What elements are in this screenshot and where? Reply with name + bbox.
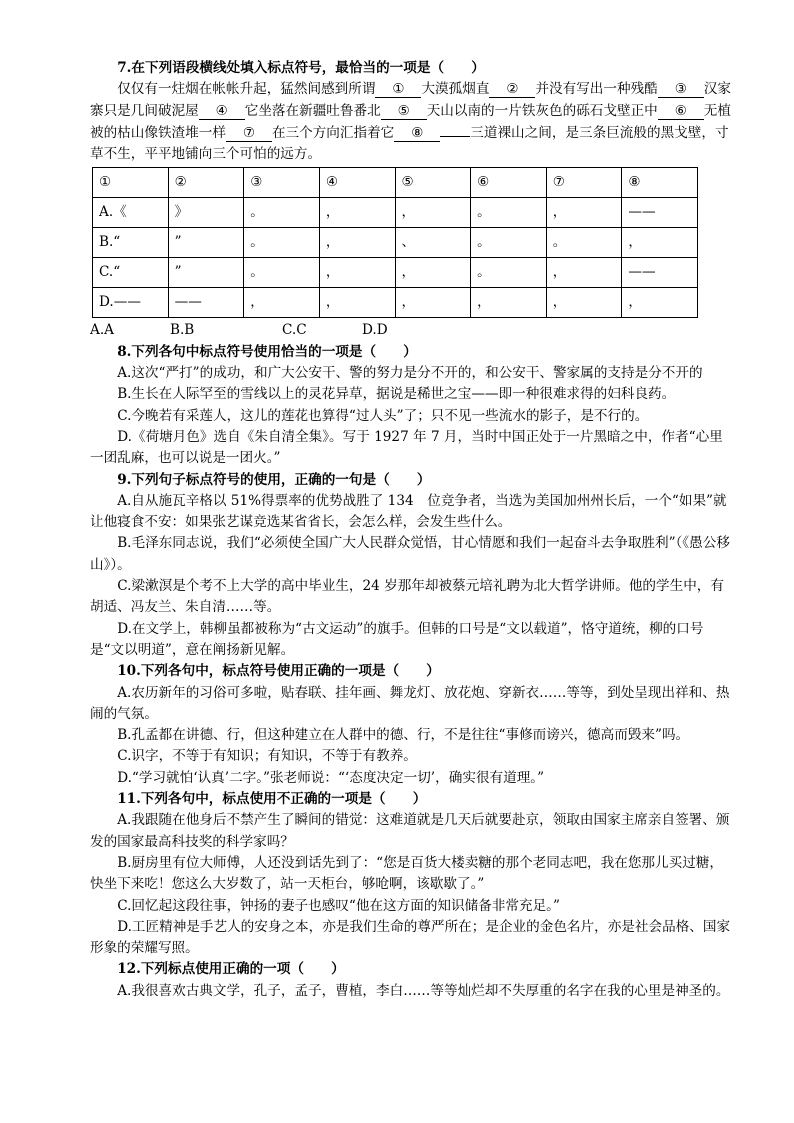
table-header-cell: ⑥ — [471, 168, 547, 198]
table-cell: C.“ — [93, 258, 169, 288]
table-cell: ， — [319, 228, 395, 258]
question-9-title: 9.下列句子标点符号的使用，正确的一句是（ ） — [117, 471, 431, 488]
table-row-c — [93, 258, 698, 288]
question-10-option-c: C.识字，不等于有知识；有知识，不等于有教养。 — [117, 748, 417, 765]
blank-underline — [440, 122, 470, 137]
choice-b: B.B — [170, 322, 195, 339]
table-row-a — [93, 198, 698, 228]
question-12-option-a: A.我很喜欢古典文学，孔子，孟子，曹植，李白……等等灿烂却不失厚重的名字在我的心里是神圣的。 — [117, 982, 730, 999]
question-9-option-d: D.在文学上，韩柳虽都被称为“古文运动”的旗手。但韩的口号是“文以载道”，恪守道统，柳的口号是“文以明道”，意在阐扬新见解。 — [90, 620, 704, 658]
table-header-cell: ⑤ — [395, 168, 471, 198]
passage-text: 大漠孤烟直 — [421, 81, 490, 98]
table-cell: ， — [546, 198, 622, 228]
table-cell: —— — [622, 258, 698, 288]
table-header-cell: ② — [168, 168, 244, 198]
blank-2: ② — [489, 81, 535, 98]
question-10-option-d: D.“学习就怕‘认真’二字。”张老师说：“‘态度决定一切’，确实很有道理。” — [117, 769, 545, 786]
table-cell: ， — [395, 198, 471, 228]
table-header-cell: ③ — [244, 168, 320, 198]
question-9-option-c: C.梁漱溟是个考不上大学的高中毕业生，24 岁那年却被蔡元培礼聘为北大哲学讲师。他的学生中，有胡适、冯友兰、朱自清……等。 — [90, 578, 724, 616]
table-header-row — [93, 168, 698, 198]
table-cell: 》 — [168, 198, 244, 228]
question-7-title: 7.在下列语段横线处填入标点符号，最恰当的一项是（ ） — [117, 60, 485, 76]
table-cell: 。 — [471, 198, 547, 228]
table-cell: ， — [244, 288, 320, 318]
blank-7: ⑦ — [226, 125, 272, 142]
table-row-b — [93, 228, 698, 258]
table-cell: ， — [546, 288, 622, 318]
table-cell: ， — [395, 258, 471, 288]
table-cell: 。 — [471, 258, 547, 288]
question-8-option-a: A.这次“严打”的成功，和广大公安干、警的努力是分不开的，和公安干、警家属的支持是分不开的 — [117, 365, 703, 382]
table-header-cell: ④ — [319, 168, 395, 198]
table-cell: ” — [168, 228, 244, 258]
question-9-option-b: B.毛泽东同志说，我们“必须使全国广大人民群众觉悟，甘心情愿和我们一起奋斗去争取胜利”（《愚公移山》）。 — [90, 535, 730, 573]
question-8-option-d: D.《荷塘月色》选自《朱自清全集》。写于 1927 年 7 月，当时中国正处于一片黑暗之中，作者“心里一团乱麻，也可以说是一团火。” — [90, 428, 723, 467]
blank-4: ④ — [199, 103, 245, 120]
question-7-passage — [90, 79, 734, 165]
question-11-option-a: A.我跟随在他身后不禁产生了瞬间的错觉：这难道就是几天后就要赴京，领取由国家主席亲自签署、颁发的国家最高科技奖的科学家吗？ — [90, 812, 730, 850]
blank-3: ③ — [658, 81, 704, 98]
passage-text: 汉家寨只是几间破泥屋 — [90, 81, 731, 119]
table-cell: ， — [471, 288, 547, 318]
question-12-title: 12.下列标点使用正确的一项（ ） — [117, 961, 345, 978]
table-cell: ” — [168, 258, 244, 288]
table-cell: ， — [319, 258, 395, 288]
question-10-option-a: A.农历新年的习俗可多啦，贴春联、挂年画、舞龙灯、放花炮、穿新衣……等等，到处呈现出祥和、热闹的气氛。 — [90, 684, 730, 722]
blank-6: ⑥ — [658, 103, 704, 120]
table-cell: —— — [168, 288, 244, 318]
question-8-option-b: B.生长在人际罕至的雪线以上的灵花异草，据说是稀世之宝——即一种很难求得的妇科良药。 — [117, 386, 676, 403]
question-8-option-c: C.今晚若有采莲人，这儿的莲花也算得“过人头”了；只不见一些流水的影子，是不行的。 — [117, 407, 649, 424]
question-10-title: 10.下列各句中，标点符号使用正确的一项是（ ） — [117, 663, 440, 680]
passage-text: 仅仅有一炷烟在帐帐升起，猛然间感到所谓 — [117, 81, 376, 98]
table-row-d — [93, 288, 698, 318]
question-11-title: 11.下列各句中，标点使用不正确的一项是（ ） — [117, 791, 427, 808]
passage-text: 三道裸山之间，是三条巨流般的黑戈壁，寸草不生，平平地铺向三个可怕的远方。 — [90, 124, 729, 163]
table-cell: ， — [395, 288, 471, 318]
blank-1: ① — [375, 81, 421, 98]
table-header-cell: ① — [93, 168, 169, 198]
question-7-choices — [90, 320, 734, 341]
choice-a: A.A — [90, 322, 114, 339]
question-11-option-b: B.厨房里有位大师傅，人还没到话先到了：“您是百货大楼卖糖的那个老同志吧，我在您那儿买过糖，快坐下来吃！您这么大岁数了，站一天柜台，够呛啊，该歇歇了。” — [90, 854, 723, 893]
passage-text: 天山以南的一片铁灰色的砾石戈壁正中 — [426, 102, 658, 119]
table-cell: B.“ — [93, 228, 169, 258]
table-cell: A.《 — [93, 198, 169, 228]
table-cell: ， — [319, 288, 395, 318]
table-header-cell: ⑧ — [622, 168, 698, 198]
document-content — [90, 58, 734, 1002]
blank-5: ⑤ — [381, 103, 427, 120]
table-cell: —— — [622, 198, 698, 228]
passage-text: 它坐落在新疆吐鲁番北 — [244, 102, 381, 119]
answer-table — [92, 167, 698, 318]
passage-text: 并没有写出一种残酷 — [535, 81, 658, 98]
question-9-option-a: A.自从施瓦辛格以 51%得票率的优势战胜了 134 位竞争者，当选为美国加州州长后，一个“如果”就让他寝食不安：如果张艺谋竞选某省省长，会怎么样，会发生些什么。 — [90, 492, 727, 531]
question-11-option-d: D.工匠精神是手艺人的安身之本，亦是我们生命的尊严所在；是企业的金色名片，亦是社会品格、国家形象的荣耀写照。 — [90, 918, 731, 957]
choice-c: C.C — [282, 322, 307, 339]
table-cell: ， — [546, 258, 622, 288]
table-cell: 。 — [471, 228, 547, 258]
question-8-title: 8.下列各句中标点符号使用恰当的一项是（ ） — [117, 343, 417, 360]
table-cell: 。 — [546, 228, 622, 258]
table-cell: 。 — [244, 198, 320, 228]
table-cell: 、 — [395, 228, 471, 258]
table-cell: D.—— — [93, 288, 169, 318]
blank-8: ⑧ — [394, 125, 440, 142]
passage-text: 在三个方向汇指着它 — [271, 124, 395, 141]
choice-d: D.D — [362, 322, 388, 339]
table-cell: ， — [319, 198, 395, 228]
table-header-cell: ⑦ — [546, 168, 622, 198]
question-11-option-c: C.回忆起这段往事，钟扬的妻子也感叹“他在这方面的知识储备非常充足。” — [117, 897, 560, 914]
table-cell: ， — [622, 288, 698, 318]
table-cell: 。 — [244, 258, 320, 288]
passage-text: 无植被的枯山像铁渣堆一样 — [90, 102, 731, 141]
table-cell: ， — [622, 228, 698, 258]
question-10-option-b: B.孔孟都在讲德、行，但这种建立在人群中的德、行，不是往往“事修而谤兴，德高而毁来”吗。 — [117, 727, 690, 744]
table-cell: 。 — [244, 228, 320, 258]
